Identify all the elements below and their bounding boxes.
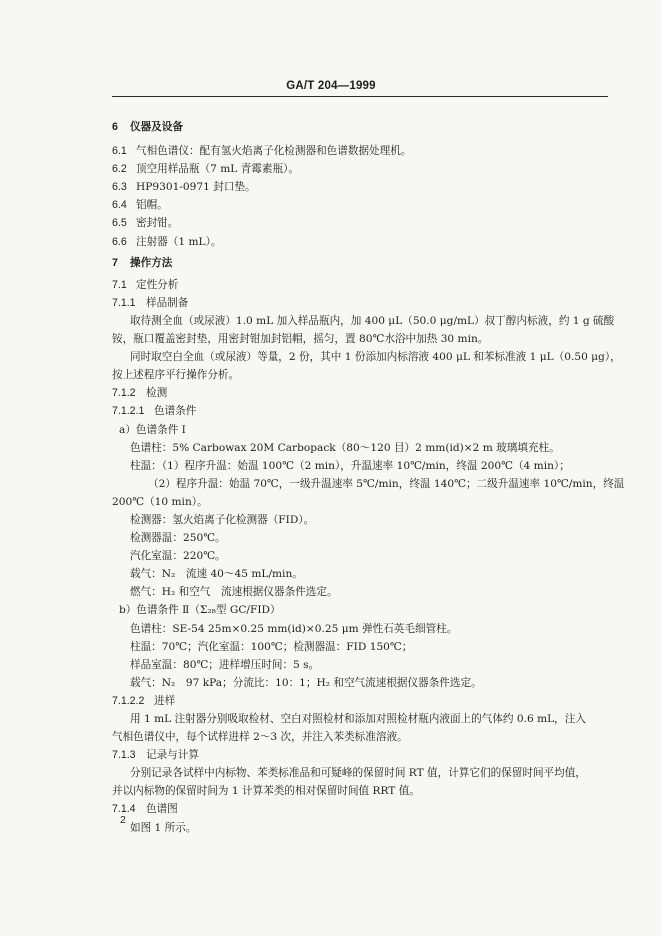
clause-7-1-3: 7.1.3 记录与计算 bbox=[112, 749, 199, 762]
page-number: 2 bbox=[120, 814, 126, 826]
clause-7-1-4: 7.1.4 色谱图 bbox=[112, 803, 178, 816]
list-item-b: b）色谱条件 Ⅱ（Σ₂₈型 GC/FID） bbox=[119, 604, 281, 617]
paragraph-line: 同时取空白全血（或尿液）等量，2 份，其中 1 份添加内标溶液 400 μL 和苯标准液 1 μL（0.50 μg）， bbox=[130, 351, 621, 364]
paragraph-line: 检测器：氢火焰离子化检测器（FID）。 bbox=[130, 513, 315, 526]
clause-6-1: 6.1 气相色谱仪：配有氢火焰离子化检测器和色谱数据处理机。 bbox=[112, 145, 412, 158]
section-number: 7 bbox=[112, 256, 118, 269]
section-6-heading bbox=[112, 118, 612, 136]
header-rule bbox=[112, 96, 608, 97]
clause-6-5: 6.5 密封钳。 bbox=[112, 217, 179, 230]
list-item-a: a）色谱条件 Ⅰ bbox=[119, 423, 186, 436]
paragraph-line: 用 1 mL 注射器分别吸取检材、空白对照检材和添加对照检材瓶内液面上的气体约 0.6 mL，注入 bbox=[130, 713, 586, 725]
section-title: 仪器及设备 bbox=[130, 121, 183, 133]
clause-7-1-2-1: 7.1.2.1 色谱条件 bbox=[112, 405, 197, 418]
paragraph-line: 分别记录各试样中内标物、苯类标准品和可疑峰的保留时间 RT 值，计算它们的保留时间平均值， bbox=[130, 767, 586, 780]
paragraph-line: 按上述程序平行操作分析。 bbox=[112, 369, 240, 382]
standard-code-header: GA/T 204—1999 bbox=[286, 80, 376, 92]
paragraph-line: 柱温：（1）程序升温：始温 100℃（2 min），升温速率 10℃/min，终温 200℃（4 min）； bbox=[130, 459, 570, 472]
paragraph-line: 取待测全血（或尿液）1.0 mL 加入样品瓶内，加 400 μL（50.0 μg/mL）叔丁醇内标液，约 1 g 硫酸 bbox=[130, 314, 615, 327]
paragraph-line: 柱温：70℃；汽化室温：100℃；检测器温：FID 150℃； bbox=[130, 640, 413, 653]
paragraph-line: 燃气：H₂ 和空气 流速根据仪器条件选定。 bbox=[130, 586, 338, 599]
paragraph-line: （2）程序升温：始温 70℃，一级升温速率 5℃/min，终温 140℃；二级升温速率 10℃/min，终温 bbox=[148, 477, 625, 490]
clause-6-4: 6.4 铝帽。 bbox=[112, 199, 168, 212]
paragraph-line: 载气：N₂ 流速 40～45 mL/min。 bbox=[130, 568, 303, 581]
paragraph-line: 色谱柱：5% Carbowax 20M Carbopack（80～120 目）2 mm(id)×2 m 玻璃填充柱。 bbox=[130, 441, 560, 454]
paragraph-line: 汽化室温：220℃。 bbox=[130, 550, 226, 563]
clause-7-1-1: 7.1.1 样品制备 bbox=[112, 296, 189, 309]
paragraph-line: 载气：N₂ 97 kPa；分流比：10：1；H₂ 和空气流速根据仪器条件选定。 bbox=[130, 676, 482, 689]
paragraph-line: 检测器温：250℃。 bbox=[130, 532, 226, 545]
section-7-heading bbox=[112, 254, 612, 272]
paragraph-line: 如图 1 所示。 bbox=[130, 821, 197, 834]
clause-7-1-2: 7.1.2 检测 bbox=[112, 387, 168, 400]
paragraph-line: 色谱柱：SE-54 25m×0.25 mm(id)×0.25 μm 弹性石英毛细管柱。 bbox=[130, 622, 458, 635]
paragraph-line: 200℃（10 min）。 bbox=[112, 495, 208, 508]
section-title: 操作方法 bbox=[130, 256, 173, 269]
clause-7-1-2-2: 7.1.2.2 进样 bbox=[112, 694, 176, 707]
paragraph-line: 气相色谱仪中，每个试样进样 2～3 次，并注入苯类标准溶液。 bbox=[112, 731, 408, 744]
document-body bbox=[112, 118, 625, 837]
clause-6-2: 6.2 顶空用样品瓶（7 mL 青霉素瓶）。 bbox=[112, 163, 299, 176]
clause-6-3: 6.3 HP9301-0971 封口垫。 bbox=[112, 181, 256, 194]
clause-7-1: 7.1 定性分析 bbox=[112, 278, 179, 291]
section-number: 6 bbox=[112, 121, 118, 133]
paragraph-line: 铵，瓶口覆盖密封垫，用密封钳加封铝帽，摇匀，置 80℃水浴中加热 30 min。 bbox=[112, 333, 489, 346]
paragraph-line: 并以内标物的保留时间为 1 计算苯类的相对保留时间值 RRT 值。 bbox=[112, 785, 420, 798]
clause-6-6: 6.6 注射器（1 mL）。 bbox=[112, 235, 222, 248]
paragraph-line: 样品室温：80℃；进样增压时间：5 s。 bbox=[130, 658, 320, 671]
